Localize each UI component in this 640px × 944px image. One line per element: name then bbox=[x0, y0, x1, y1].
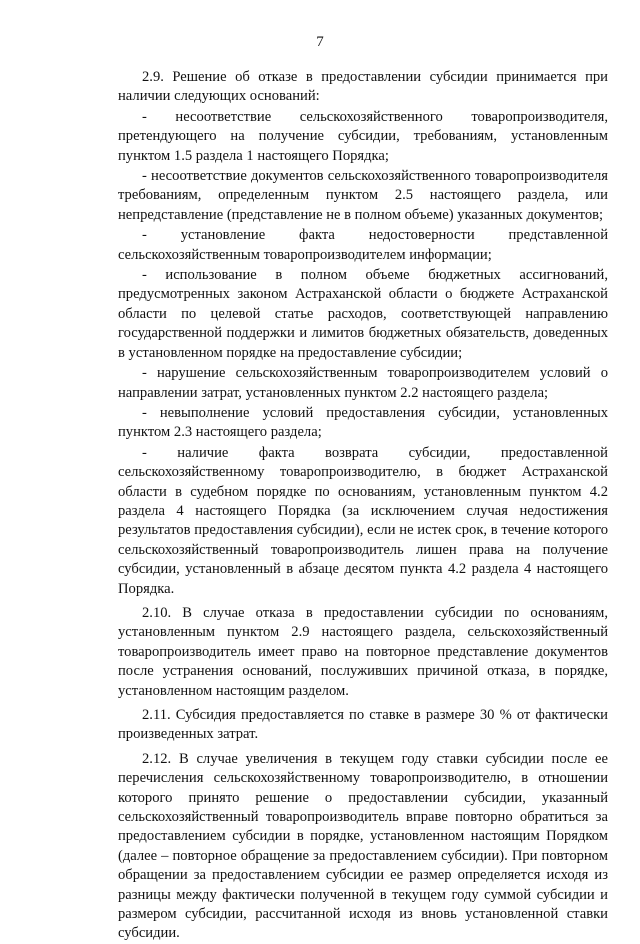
paragraph-2-12: 2.12. В случае увеличения в текущем году ставки субсидии после ее перечисления сельскохозяйственному товаропроизводителю, в отношении которого принято решение о предоставлении субсидии, указанный сельскохозяйственный товаропроизводитель вправе повторно обратиться за предоставлением субсидии в порядке, установленном настоящим Порядком (далее – повторное обращение за предоставлением субсидии). При повторном обращении за предоставлением субсидии ее размер определяется исходя из разницы между фактически полученной в текущем году суммой субсидии и размером субсидии, рассчитанной исходя из вновь установленной ставки субсидии. bbox=[118, 750, 608, 942]
page-number: 7 bbox=[316, 34, 324, 50]
paragraph-2-11: 2.11. Субсидия предоставляется по ставке в размере 30 % от фактически произведенных затрат. bbox=[118, 707, 608, 743]
list-item-documents-mismatch: - несоответствие документов сельскохозяйственного товаропроизводителя требованиям, определенным пунктом 2.5 настоящего раздела, или непредставление (представление не в полном объеме) указанных документов; bbox=[118, 168, 608, 223]
document-body bbox=[118, 68, 608, 944]
list-item-false-information: - установление факта недостоверности представленной сельскохозяйственным товаропроизводителем информации; bbox=[118, 227, 608, 263]
list-item-budget-exhausted: - использование в полном объеме бюджетных ассигнований, предусмотренных законом Астраханской области о бюджете Астраханской области по целевой статье расходов, соответствующей направлению государственной поддержки и лимитов бюджетных обязательств, доведенных в установленном порядке на предоставление субсидии; bbox=[118, 267, 608, 361]
list-item-cost-conditions-violated: - нарушение сельскохозяйственным товаропроизводителем условий о направлении затрат, установленных пунктом 2.2 настоящего раздела; bbox=[118, 365, 608, 401]
list-item-subsidy-returned: - наличие факта возврата субсидии, предоставленной сельскохозяйственному товаропроизводителю, в бюджет Астраханской области в судебном порядке по основаниям, установленным пунктом 4.2 раздела 4 настоящего Порядка (за исключением случая недостижения результатов предоставления субсидии), если не истек срок, в течение которого сельскохозяйственный товаропроизводитель лишен права на получение субсидии, установленный в абзаце десятом пункта 4.2 раздела 4 настоящего Порядка. bbox=[118, 444, 608, 597]
list-item-requirements-mismatch: - несоответствие сельскохозяйственного товаропроизводителя, претендующего на получение субсидии, требованиям, установленным пунктом 1.5 раздела 1 настоящего Порядка; bbox=[118, 108, 608, 164]
paragraph-2-9: 2.9. Решение об отказе в предоставлении субсидии принимается при наличии следующих оснований: bbox=[118, 69, 608, 105]
paragraph-2-10: 2.10. В случае отказа в предоставлении субсидии по основаниям, установленным пунктом 2.9 настоящего раздела, сельскохозяйственный товаропроизводитель имеет право на повторное представление документов после устранения оснований, послуживших причиной отказа, в порядке, установленном настоящим разделом. bbox=[118, 604, 608, 699]
list-item-conditions-not-met: - невыполнение условий предоставления субсидии, установленных пунктом 2.3 настоящего раздела; bbox=[118, 404, 608, 441]
